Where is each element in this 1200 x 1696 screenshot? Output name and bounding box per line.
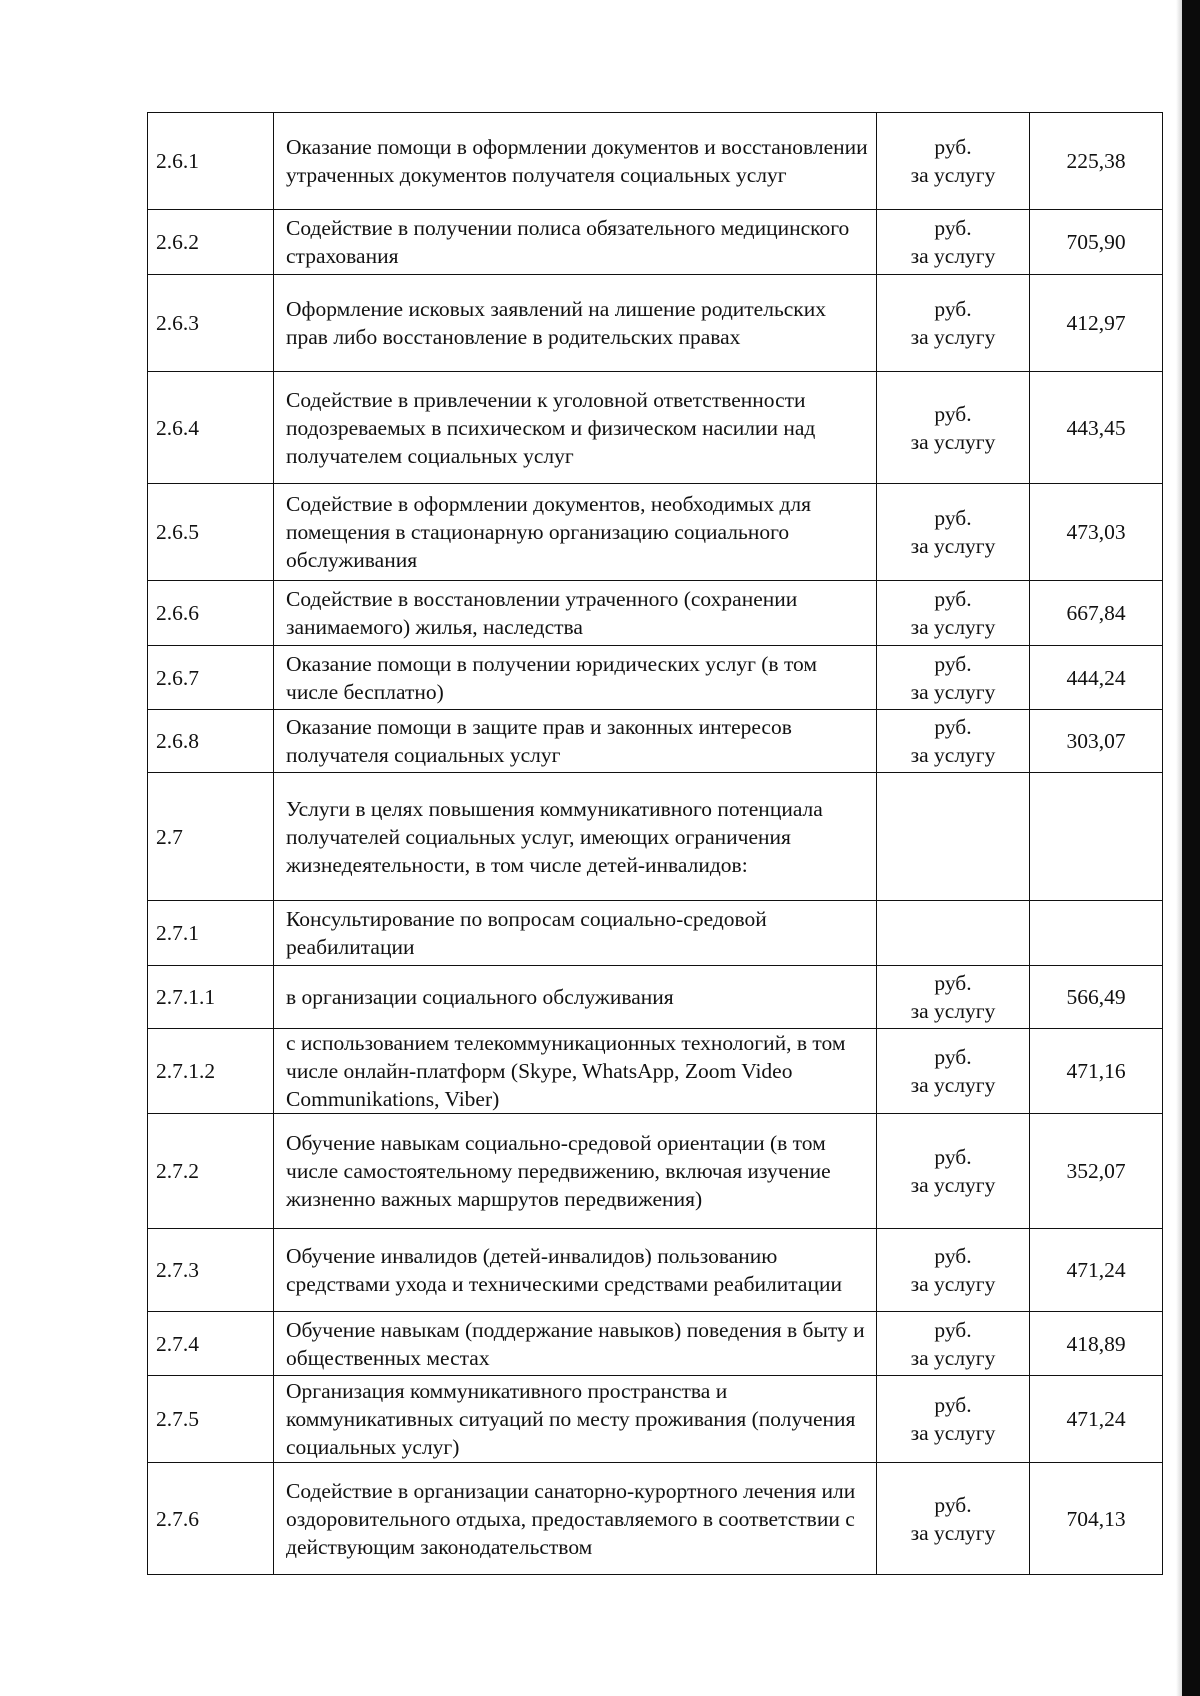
unit-cell [877, 1229, 1030, 1312]
unit-per-service: за услугу [910, 1345, 996, 1370]
item-number: 2.6.2 [148, 210, 274, 275]
unit-cell [877, 372, 1030, 484]
unit-currency: руб. [934, 587, 972, 611]
unit-currency: руб. [934, 715, 972, 739]
price: 667,84 [1030, 581, 1163, 646]
table-row [148, 1229, 1163, 1312]
price: 704,13 [1030, 1463, 1163, 1575]
table-row [148, 210, 1163, 275]
service-name: Содействие в привлечении к уголовной ответственности подозреваемых в психическом и физическом насилии над получателем социальных услуг [274, 372, 877, 484]
table-row [148, 1463, 1163, 1575]
unit-per-service: за услугу [910, 999, 996, 1023]
price: 352,07 [1030, 1114, 1163, 1229]
item-number: 2.7.4 [148, 1312, 274, 1376]
item-number: 2.6.5 [148, 484, 274, 581]
unit-cell [877, 1312, 1030, 1376]
service-name: Содействие в организации санаторно-курортного лечения или оздоровительного отдыха, предоставляемого в соответствии с действующим законодательством [274, 1463, 877, 1575]
unit-cell [877, 710, 1030, 773]
table-row [148, 1114, 1163, 1229]
service-name: Содействие в восстановлении утраченного (сохранении занимаемого) жилья, наследства [274, 581, 877, 646]
unit-currency: руб. [934, 651, 972, 676]
unit-currency: руб. [934, 297, 972, 321]
unit-per-service: за услугу [910, 743, 996, 767]
unit-cell [877, 113, 1030, 210]
table-row [148, 901, 1163, 966]
table-row [148, 966, 1163, 1029]
unit-per-service: за услугу [910, 1421, 996, 1445]
item-number: 2.7.1.2 [148, 1029, 274, 1114]
price: 473,03 [1030, 484, 1163, 581]
price: 444,24 [1030, 646, 1163, 710]
item-number: 2.7.5 [148, 1376, 274, 1463]
service-name: в организации социального обслуживания [274, 966, 877, 1029]
unit-currency: руб. [934, 1045, 972, 1069]
unit-cell [877, 646, 1030, 710]
table-body [148, 113, 1163, 1575]
item-number: 2.7.6 [148, 1463, 274, 1575]
unit-cell [877, 484, 1030, 581]
unit-currency: руб. [934, 216, 972, 240]
table-row [148, 710, 1163, 773]
price: 471,16 [1030, 1029, 1163, 1114]
unit-per-service: за услугу [910, 1073, 996, 1097]
service-name: Обучение навыкам (поддержание навыков) поведения в быту и общественных местах [274, 1312, 877, 1376]
table-row [148, 484, 1163, 581]
service-name: Оформление исковых заявлений на лишение родительских прав либо восстановление в родительских правах [274, 275, 877, 372]
unit-per-service: за услугу [910, 679, 996, 704]
service-name: с использованием телекоммуникационных технологий, в том числе онлайн-платформ (Skype, WhatsApp, Zoom Video Communikations, Viber) [274, 1029, 877, 1114]
price: 418,89 [1030, 1312, 1163, 1376]
price: 412,97 [1030, 275, 1163, 372]
services-price-table [147, 112, 1163, 1575]
unit-currency: руб. [934, 401, 972, 426]
price: 471,24 [1030, 1229, 1163, 1312]
service-name: Услуги в целях повышения коммуникативного потенциала получателей социальных услуг, имеющих ограничения жизнедеятельности, в том числе детей-инвалидов: [274, 773, 877, 901]
price: 471,24 [1030, 1376, 1163, 1463]
unit-per-service: за услугу [910, 429, 996, 454]
table-row [148, 372, 1163, 484]
unit-currency: руб. [934, 971, 972, 995]
unit-cell [877, 1029, 1030, 1114]
item-number: 2.7.1.1 [148, 966, 274, 1029]
service-name: Организация коммуникативного пространства и коммуникативных ситуаций по месту проживания (получения социальных услуг) [274, 1376, 877, 1463]
unit-per-service: за услугу [910, 615, 996, 639]
unit-cell [877, 966, 1030, 1029]
service-name: Обучение инвалидов (детей-инвалидов) пользованию средствами ухода и техническими средствами реабилитации [274, 1229, 877, 1312]
service-name: Обучение навыкам социально-средовой ориентации (в том числе самостоятельному передвижению, включая изучение жизненно важных маршрутов передвижения) [274, 1114, 877, 1229]
unit-cell [877, 581, 1030, 646]
service-name: Оказание помощи в защите прав и законных интересов получателя социальных услуг [274, 710, 877, 773]
item-number: 2.6.4 [148, 372, 274, 484]
unit-currency: руб. [934, 1145, 972, 1169]
scan-edge [1182, 0, 1200, 1696]
price: 303,07 [1030, 710, 1163, 773]
price: 705,90 [1030, 210, 1163, 275]
unit-per-service: за услугу [910, 1272, 996, 1296]
item-number: 2.6.1 [148, 113, 274, 210]
unit-currency: руб. [934, 1317, 972, 1342]
unit-cell [877, 901, 1030, 966]
unit-cell [877, 1376, 1030, 1463]
price: 566,49 [1030, 966, 1163, 1029]
table-row [148, 646, 1163, 710]
service-name: Содействие в оформлении документов, необходимых для помещения в стационарную организацию социального обслуживания [274, 484, 877, 581]
unit-per-service: за услугу [910, 534, 996, 558]
table-row [148, 1376, 1163, 1463]
table-row [148, 113, 1163, 210]
table-row [148, 773, 1163, 901]
item-number: 2.7 [148, 773, 274, 901]
item-number: 2.6.3 [148, 275, 274, 372]
unit-currency: руб. [934, 1492, 972, 1517]
unit-per-service: за услугу [910, 1520, 996, 1545]
item-number: 2.6.8 [148, 710, 274, 773]
unit-cell [877, 773, 1030, 901]
table-row [148, 1029, 1163, 1114]
price: 443,45 [1030, 372, 1163, 484]
price: 225,38 [1030, 113, 1163, 210]
item-number: 2.7.1 [148, 901, 274, 966]
unit-cell [877, 275, 1030, 372]
unit-per-service: за услугу [910, 1173, 996, 1197]
table-row [148, 1312, 1163, 1376]
unit-currency: руб. [934, 506, 972, 530]
item-number: 2.6.7 [148, 646, 274, 710]
service-name: Оказание помощи в получении юридических услуг (в том числе бесплатно) [274, 646, 877, 710]
item-number: 2.7.2 [148, 1114, 274, 1229]
unit-currency: руб. [934, 1393, 972, 1417]
unit-per-service: за услугу [910, 163, 996, 187]
service-name: Консультирование по вопросам социально-средовой реабилитации [274, 901, 877, 966]
unit-cell [877, 1114, 1030, 1229]
service-name: Содействие в получении полиса обязательного медицинского страхования [274, 210, 877, 275]
unit-cell [877, 210, 1030, 275]
unit-cell [877, 1463, 1030, 1575]
unit-currency: руб. [934, 135, 972, 159]
price [1030, 901, 1163, 966]
table-row [148, 275, 1163, 372]
unit-currency: руб. [934, 1244, 972, 1268]
service-name: Оказание помощи в оформлении документов и восстановлении утраченных документов получателя социальных услуг [274, 113, 877, 210]
item-number: 2.7.3 [148, 1229, 274, 1312]
item-number: 2.6.6 [148, 581, 274, 646]
table-row [148, 581, 1163, 646]
unit-per-service: за услугу [910, 325, 996, 349]
unit-per-service: за услугу [910, 244, 996, 268]
price [1030, 773, 1163, 901]
